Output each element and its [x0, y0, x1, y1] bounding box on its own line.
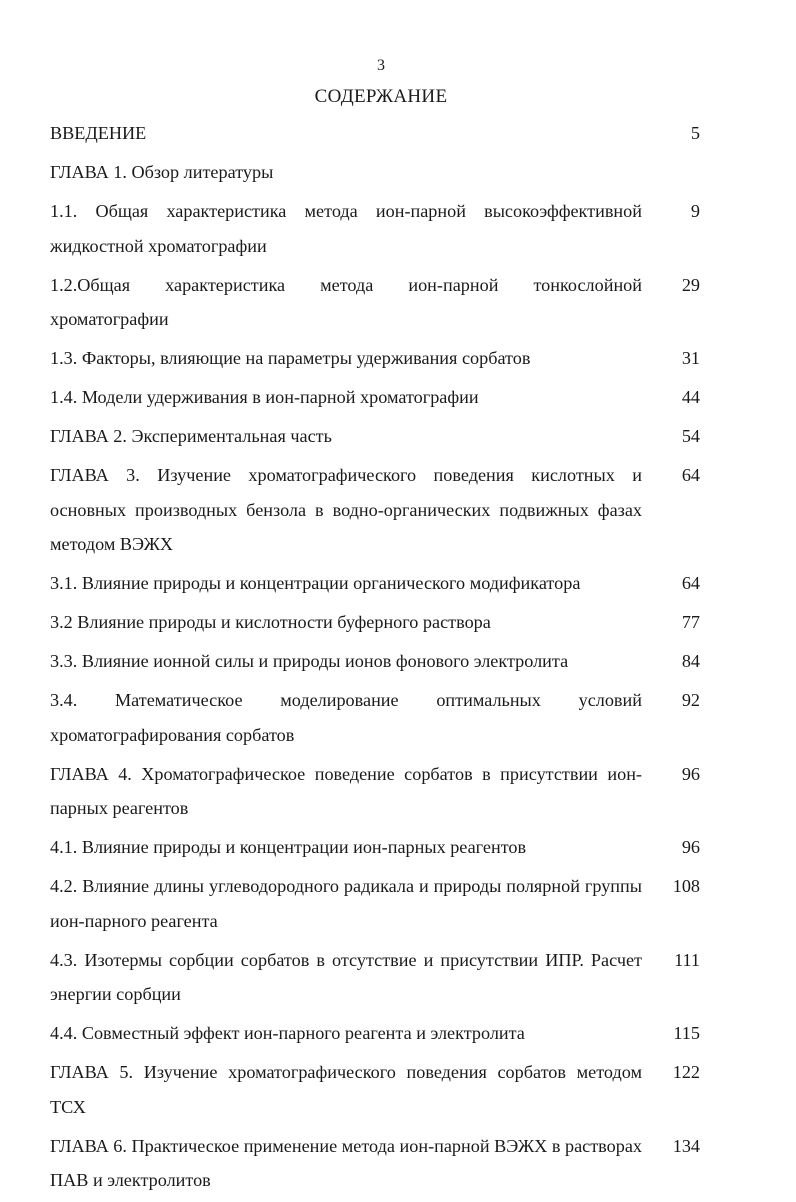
toc-entry-page: 84	[681, 651, 700, 671]
toc-entry-text: 4.2. Влияние длины углеводородного радикала и природы полярной группы ион-парного реагента	[50, 876, 642, 931]
toc-entry-text: ГЛАВА 2. Экспериментальная часть	[50, 426, 332, 446]
toc-entry-page: 64	[681, 465, 700, 485]
toc-entry-page: 54	[681, 426, 700, 446]
page-title: СОДЕРЖАНИЕ	[314, 86, 448, 107]
toc-entry-section-3-4	[50, 683, 700, 752]
toc-entry-page: 44	[681, 387, 700, 407]
toc-entry-section-3-2	[50, 605, 700, 640]
toc-entry-text: ГЛАВА 4. Хроматографическое поведение сорбатов в присутствии ион-парных реагентов	[50, 763, 642, 818]
toc-entry-text: 1.2.Общая характеристика метода ион-парной тонкослойной хроматографии	[50, 274, 642, 329]
toc-entry-page: 5	[690, 123, 700, 143]
toc-entry-page: 64	[681, 573, 700, 593]
toc-entry-chapter-6	[50, 1129, 700, 1198]
table-of-contents	[50, 116, 700, 1202]
toc-entry-chapter-3	[50, 458, 700, 562]
toc-entry-chapter-4	[50, 757, 700, 826]
toc-entry-page: 29	[681, 274, 700, 295]
toc-entry-text: 3.3. Влияние ионной силы и природы ионов фонового электролита	[50, 651, 569, 671]
toc-entry-section-4-2	[50, 869, 700, 938]
toc-entry-text: 3.4. Математическое моделирование оптимальных условий хроматографирования сорбатов	[50, 690, 642, 745]
toc-entry-page: 96	[681, 837, 700, 857]
toc-entry-section-1-3	[50, 341, 700, 376]
toc-entry-text: 4.3. Изотермы сорбции сорбатов в отсутствие и присутствии ИПР. Расчет энергии сорбции	[50, 949, 642, 1004]
toc-entry-text: 3.2 Влияние природы и кислотности буферного раствора	[50, 612, 491, 632]
toc-entry-section-4-1	[50, 830, 700, 865]
toc-entry-text: 3.1. Влияние природы и концентрации органического модификатора	[50, 573, 581, 593]
toc-entry-text: ГЛАВА 3. Изучение хроматографического поведения кислотных и основных производных бензола в водно-органических подвижных фазах методом ВЭЖХ	[50, 465, 642, 554]
toc-entry-section-3-1	[50, 566, 700, 601]
toc-entry-chapter-5	[50, 1055, 700, 1124]
toc-entry-page: 111	[674, 949, 700, 970]
page-number: 3	[377, 57, 385, 74]
toc-entry-section-1-2	[50, 268, 700, 337]
toc-entry-page: 92	[681, 690, 700, 710]
toc-entry-section-3-3	[50, 644, 700, 679]
toc-entry-section-4-3	[50, 943, 700, 1012]
toc-entry-page: 77	[681, 612, 700, 632]
toc-entry-page: 108	[672, 876, 700, 896]
toc-entry-page: 31	[681, 348, 700, 368]
toc-entry-page: 96	[681, 763, 700, 784]
toc-entry-page: 115	[673, 1023, 700, 1043]
toc-entry-chapter-1	[50, 155, 700, 190]
toc-entry-text: 1.1. Общая характеристика метода ион-парной высокоэффективной жидкостной хроматографии	[50, 201, 642, 256]
toc-entry-text: ГЛАВА 6. Практическое применение метода ион-парной ВЭЖХ в растворах ПАВ и электролитов	[50, 1135, 642, 1190]
toc-entry-page: 134	[672, 1135, 700, 1156]
toc-entry-introduction	[50, 116, 700, 151]
toc-entry-text: ГЛАВА 5. Изучение хроматографического поведения сорбатов методом ТСХ	[50, 1062, 642, 1117]
toc-entry-page: 122	[672, 1062, 700, 1082]
toc-entry-text: 1.4. Модели удерживания в ион-парной хроматографии	[50, 387, 479, 407]
toc-entry-text: 1.3. Факторы, влияющие на параметры удерживания сорбатов	[50, 348, 531, 368]
toc-entry-text: ГЛАВА 1. Обзор литературы	[50, 162, 274, 182]
toc-entry-chapter-2	[50, 419, 700, 454]
toc-entry-page: 9	[690, 201, 700, 221]
toc-entry-section-1-4	[50, 380, 700, 415]
toc-entry-text: ВВЕДЕНИЕ	[50, 123, 147, 143]
toc-entry-section-4-4	[50, 1016, 700, 1051]
toc-entry-section-1-1	[50, 194, 700, 263]
toc-entry-text: 4.4. Совместный эффект ион-парного реагента и электролита	[50, 1023, 525, 1043]
toc-entry-text: 4.1. Влияние природы и концентрации ион-парных реагентов	[50, 837, 527, 857]
